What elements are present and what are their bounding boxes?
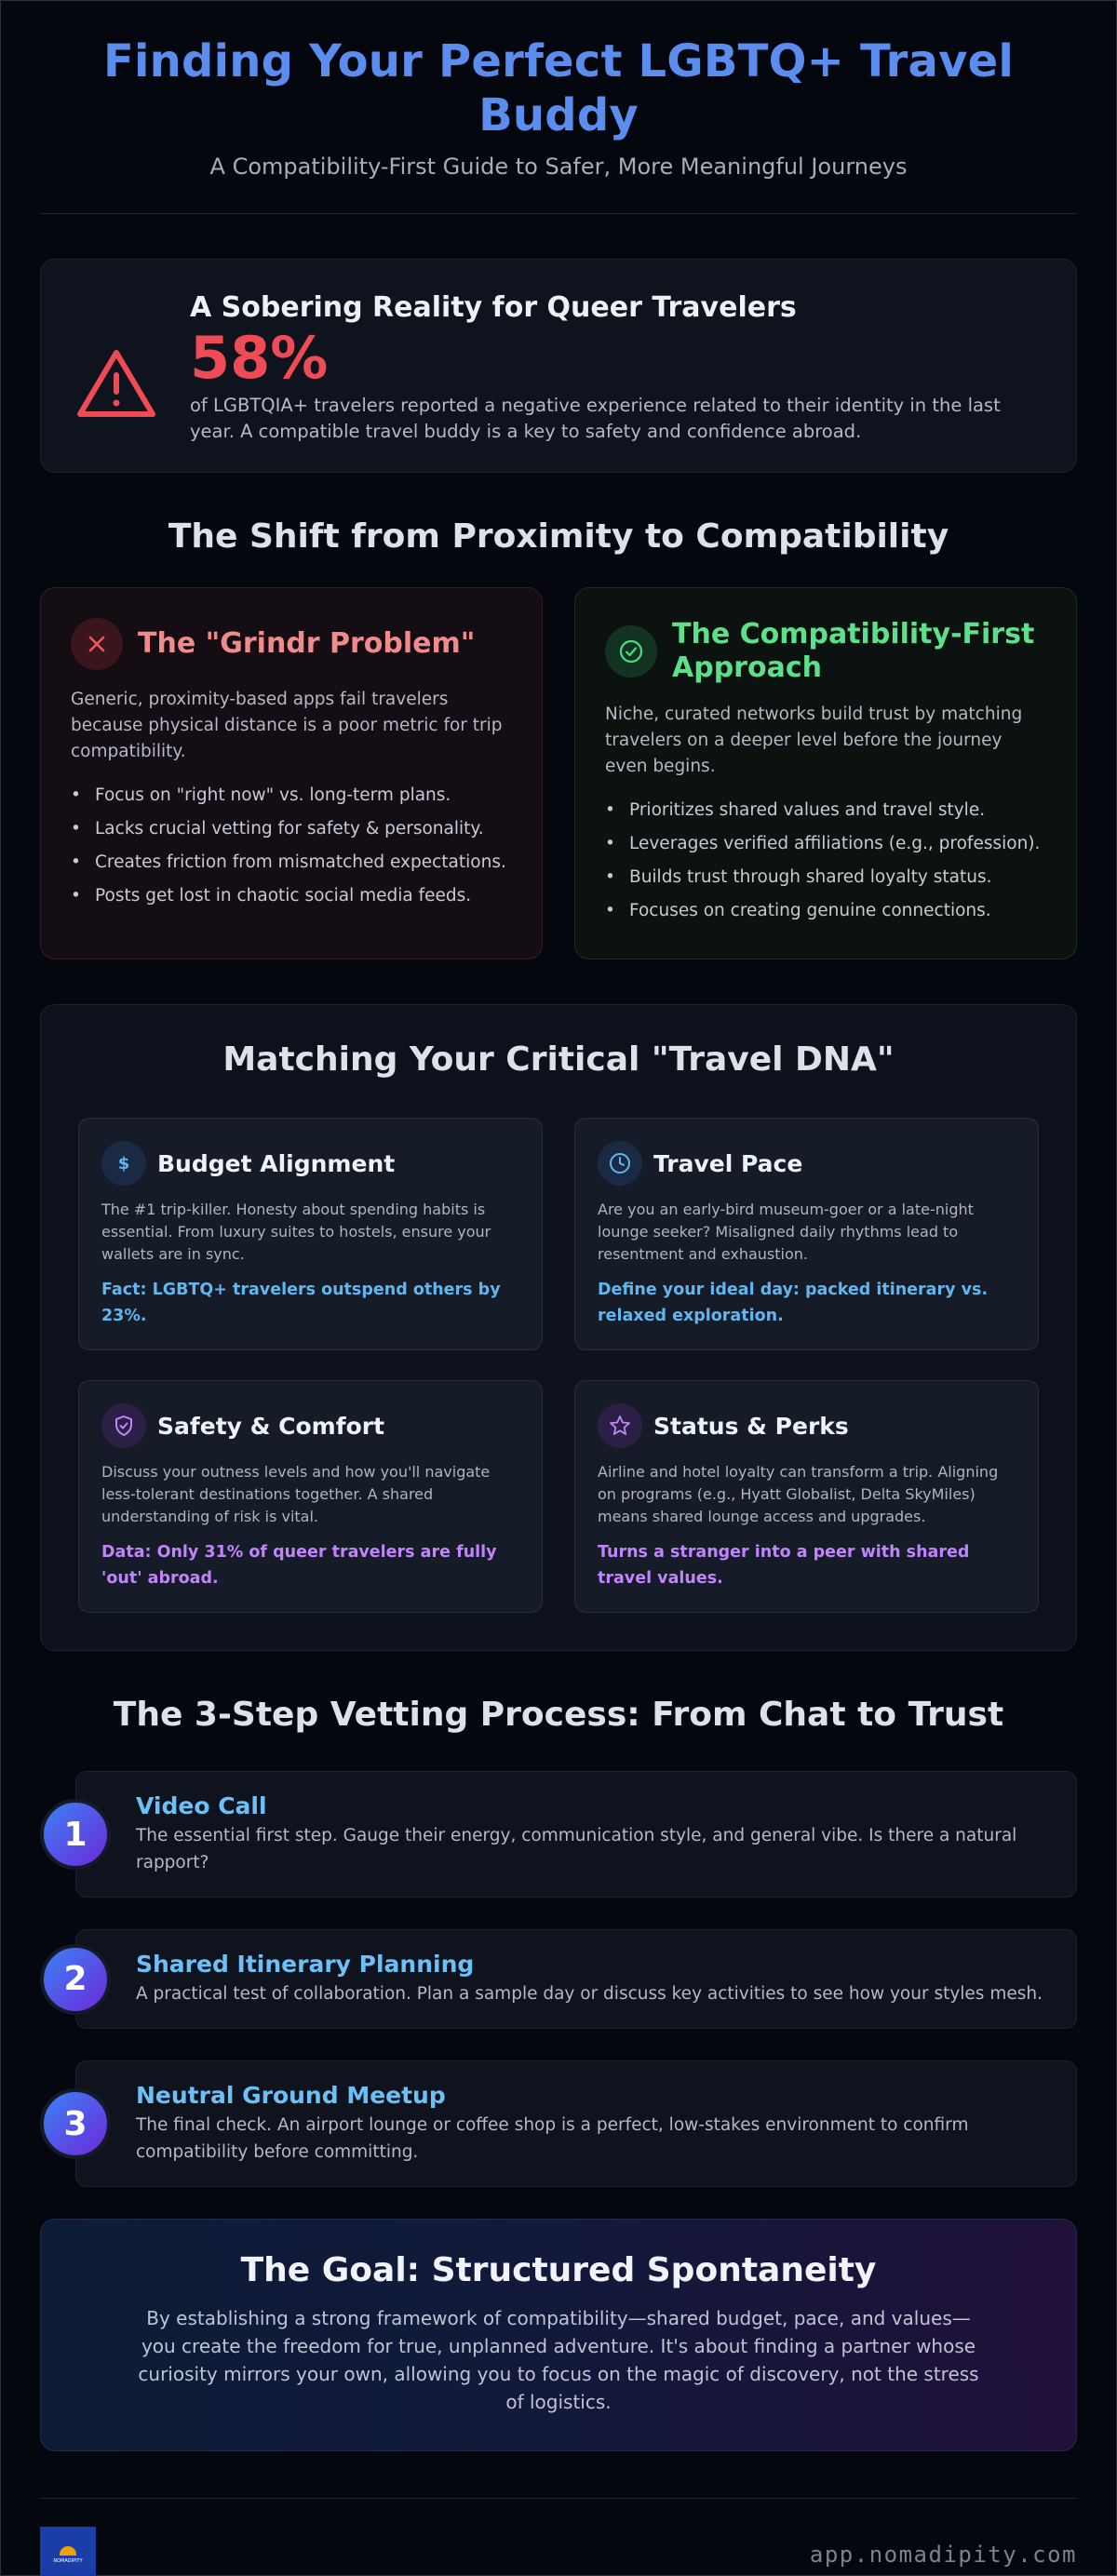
- step-number: 2: [40, 1944, 111, 2015]
- dna-card-pace: [574, 1118, 1039, 1350]
- step-body: The final check. An airport lounge or coffee shop is a perfect, low-stakes environment to confirm compatibility before committing.: [136, 2115, 969, 2162]
- shift-section-title: The Shift from Proximity to Compatibility: [168, 517, 949, 556]
- dna-card-title: Budget Alignment: [157, 1149, 396, 1177]
- dna-title: Matching Your Critical "Travel DNA": [222, 1040, 895, 1079]
- logo-text: NOMADIPITY: [53, 2557, 83, 2564]
- solution-card: [574, 587, 1077, 959]
- x-icon: [71, 618, 123, 670]
- step-item: [40, 1771, 1077, 1898]
- vetting-steps: [40, 1771, 1077, 2187]
- dna-card-budget: [78, 1118, 543, 1350]
- sun-icon: [60, 2546, 76, 2556]
- solution-list: [605, 798, 1046, 923]
- dna-card-title: Travel Pace: [653, 1149, 803, 1177]
- star-icon: [598, 1403, 642, 1448]
- solution-description: Niche, curated networks build trust by matching travelers on a deeper level before the journey even begins.: [605, 704, 1023, 776]
- step-title: Shared Itinerary Planning: [136, 1951, 475, 1978]
- shield-check-icon: [101, 1403, 146, 1448]
- goal-body: By establishing a strong framework of compatibility—shared budget, pace, and values—you create the freedom for true, unplanned adventure. It's about finding a partner whose curiosity mirrors your own, allowing you to focus on the magic of discovery, not the stress of logistics.: [138, 2307, 979, 2413]
- dna-card-status: [574, 1380, 1039, 1613]
- list-item: • Builds trust through shared loyalty status.: [605, 865, 1046, 890]
- dna-card-body: Airline and hotel loyalty can transform a trip. Aligning on programs (e.g., Hyatt Globalist, Delta SkyMiles) means shared lounge access and upgrades.: [598, 1463, 999, 1525]
- footer-url[interactable]: app.nomadipity.com: [809, 2542, 1077, 2568]
- list-item: • Focuses on creating genuine connections.: [605, 899, 1046, 923]
- stat-value: 58%: [190, 324, 329, 392]
- dna-card-body: Are you an early-bird museum-goer or a late-night lounge seeker? Misaligned daily rhythms lead to resentment and exhaustion.: [598, 1201, 974, 1263]
- dna-card-title: Status & Perks: [653, 1412, 849, 1440]
- page-subtitle: A Compatibility-First Guide to Safer, More Meaningful Journeys: [209, 154, 908, 180]
- page-header: [40, 1, 1077, 180]
- list-item: • Prioritizes shared values and travel style.: [605, 798, 1046, 823]
- dna-card-body: Discuss your outness levels and how you'll navigate less-tolerant destinations together. A shared understanding of risk is vital.: [101, 1463, 491, 1525]
- page-footer: [40, 2527, 1077, 2576]
- step-number: 3: [40, 2088, 111, 2159]
- step-item: [40, 2060, 1077, 2187]
- list-item: • Lacks crucial vetting for safety & personality.: [71, 817, 512, 841]
- list-item: • Focus on "right now" vs. long-term plans.: [71, 784, 512, 808]
- step-item: [40, 1929, 1077, 2029]
- divider: [40, 213, 1077, 214]
- dna-card-safety: [78, 1380, 543, 1613]
- list-item: • Creates friction from mismatched expectations.: [71, 851, 512, 875]
- divider: [40, 2498, 1077, 2499]
- travel-dna-section: [40, 1004, 1077, 1651]
- problem-card: [40, 587, 543, 959]
- dna-card-fact: Define your ideal day: packed itinerary vs. relaxed exploration.: [598, 1281, 989, 1325]
- clock-icon: [598, 1141, 642, 1186]
- problem-description: Generic, proximity-based apps fail travelers because physical distance is a poor metric for trip compatibility.: [71, 690, 503, 761]
- step-title: Video Call: [136, 1792, 267, 1819]
- dna-card-title: Safety & Comfort: [157, 1412, 385, 1440]
- dollar-icon: $: [101, 1141, 146, 1186]
- stat-content: [190, 288, 1043, 445]
- comparison-panels: [40, 587, 1077, 959]
- dna-card-fact: Turns a stranger into a peer with shared travel values.: [598, 1543, 970, 1588]
- solution-title: The Compatibility-First Approach: [672, 618, 1035, 684]
- check-circle-icon: [605, 625, 657, 678]
- step-body: A practical test of collaboration. Plan a sample day or discuss key activities to see how your styles mesh.: [136, 1984, 1043, 2004]
- problem-title: The "Grindr Problem": [138, 627, 476, 660]
- stat-card: [40, 259, 1077, 473]
- vetting-section-title: The 3-Step Vetting Process: From Chat to Trust: [113, 1696, 1004, 1734]
- dna-card-fact: Data: Only 31% of queer travelers are fully 'out' abroad.: [101, 1543, 497, 1588]
- page-title: Finding Your Perfect LGBTQ+ Travel Buddy: [103, 35, 1014, 141]
- goal-title: The Goal: Structured Spontaneity: [240, 2251, 877, 2289]
- dna-card-body: The #1 trip-killer. Honesty about spending habits is essential. From luxury suites to hostels, ensure your wallets are in sync.: [101, 1201, 491, 1263]
- step-body: The essential first step. Gauge their energy, communication style, and general vibe. Is there a natural rapport?: [136, 1826, 1017, 1872]
- goal-card: [40, 2219, 1077, 2451]
- nomadipity-logo[interactable]: [40, 2527, 96, 2576]
- stat-heading: A Sobering Reality for Queer Travelers: [190, 291, 797, 324]
- step-title: Neutral Ground Meetup: [136, 2082, 446, 2109]
- list-item: • Leverages verified affiliations (e.g., profession).: [605, 832, 1046, 856]
- step-number: 1: [40, 1799, 111, 1870]
- problem-list: [71, 784, 512, 908]
- dna-card-fact: Fact: LGBTQ+ travelers outspend others by 23%.: [101, 1281, 501, 1325]
- list-item: • Posts get lost in chaotic social media feeds.: [71, 884, 512, 908]
- stat-description: of LGBTQIA+ travelers reported a negative experience related to their identity in the last year. A compatible travel buddy is a key to safety and confidence abroad.: [190, 395, 1001, 442]
- warning-triangle-icon: [74, 347, 158, 425]
